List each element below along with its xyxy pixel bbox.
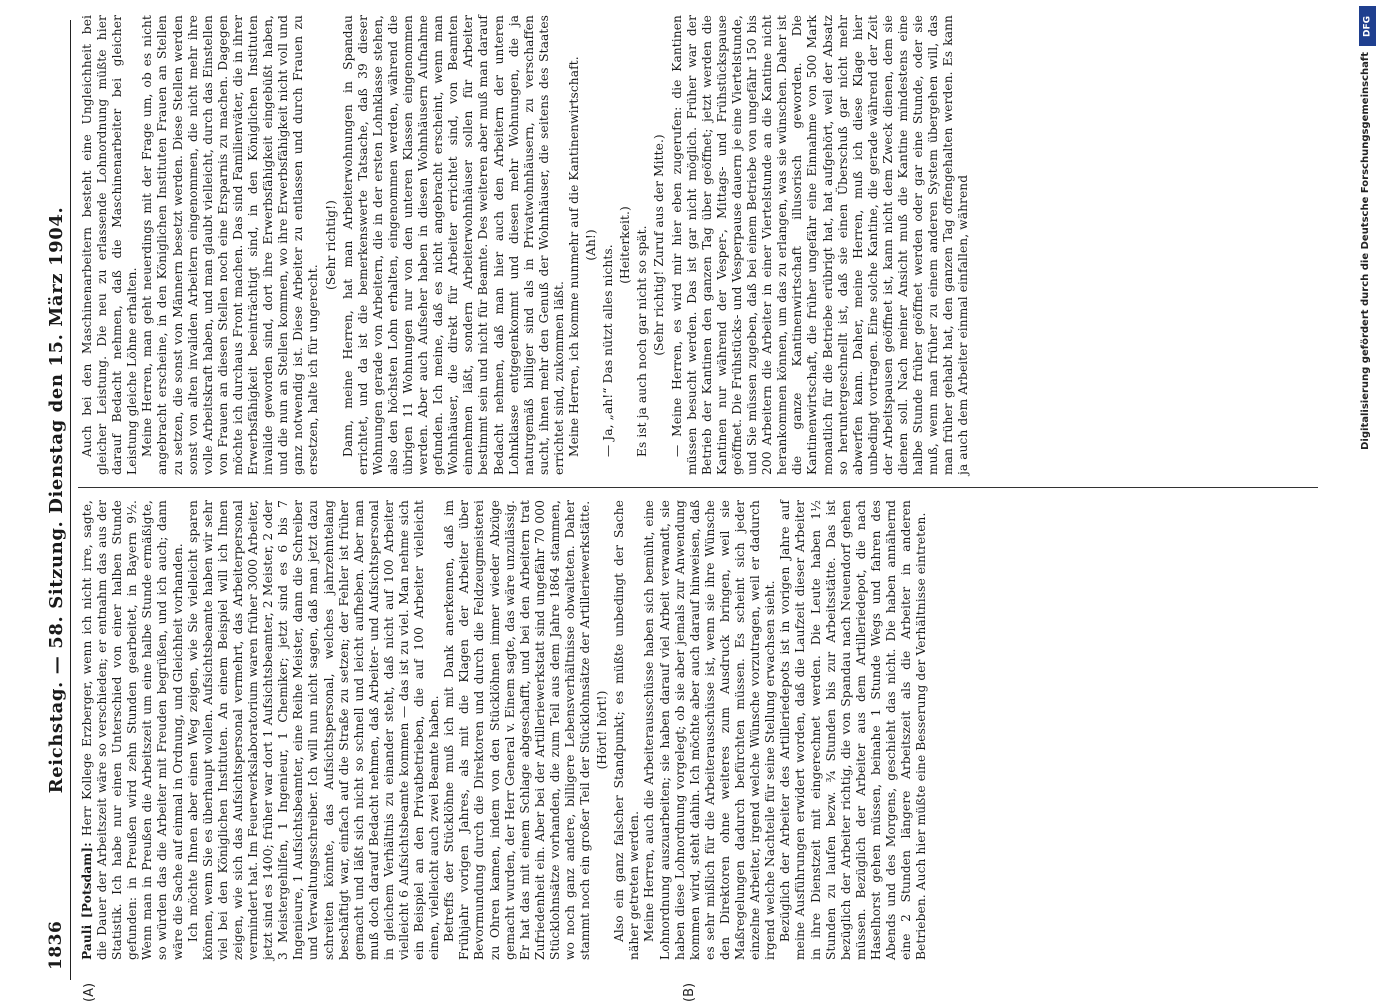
right-paragraph	[567, 15, 582, 475]
paragraph-text: — Meine Herren, es wird mir hier eben zugerufen: die Kantinen müssen besucht werden. Das ist gar nicht möglich. Früher war der Betrieb der Kantinen den ganzen Tag über geöffnet; jetzt werden die Kantinen nur während der Vesper-, Mittags- und Frühstückspause geöffnet. Die Frühstücks- und Vesperpause dauern je eine Viertelstunde, und Sie müssen zugeben, daß bei einem Betriebe von ungefähr 150 bis 200 Arbeitern die Arbeiter in einer Viertelstunde an die Kantine nicht herankommen können, um das zu erlangen, was sie wünschen. Daher ist die ganze Kantinenwirtschaft illusorisch geworden. Die Kantinenwirtschaft, die früher ungefähr eine Einnahme von 500 Mark monatlich für die Betriebe erübrigt hat, hat aufgehört, weil der Absatz so heruntergeschnellt ist, daß sie einen Überschuß gar nicht mehr abwerfen kann. Daher, meine Herren, muß ich diese Klage hier unbedingt vortragen. Eine solche Kantine, die gerade während der Zeit der Arbeitspausen geöffnet ist, kann nicht dem Zweck dienen, dem sie dienen soll. Nach meiner Ansicht muß die Kantine mindestens eine halbe Stunde früher geöffnet werden oder gar eine Stunde, oder sie muß, wenn man früher zu einem anderen System übergehen will, das man früher gehabt hat, den ganzen Tag offengehalten werden. Es kann ja auch dem Arbeiter einmal einfallen, während	[669, 15, 971, 475]
paragraph-text: Es ist ja auch noch gar nicht so spät.	[635, 225, 650, 457]
paragraph-text: Betreffs der Stücklöhne muß ich mit Dank anerkennen, daß im Frühjahr vorigen Jahres, als mit die Klagen der Arbeiter über Bevormundung durch die Direktoren und durch die Feldzeugmeisterei zu Ohren kamen, indem von den Stücklöhnen immer wieder Abzüge gemacht wurden, der Herr General v. Einem sagte, das wäre unzulässig. Er hat das mit einem Schlage abgeschafft, und bei den Arbeitern trat Zufriedenheit ein. Aber bei der Artilleriewerkstatt sind ungefähr 70 000 Stücklohnsätze vorhanden, die zum Teil aus dem Jahre 1864 stammen, wo noch ganz andere, billigere Lebensverhältnisse obwalteten. Daher stammt noch ein großer Teil der Stücklohnsätze der Artilleriewerkstätte.	[442, 500, 593, 960]
left-interjection: (Hört! hört!)	[595, 690, 610, 770]
page-number: 1836	[46, 920, 66, 970]
dfg-note: Digitalisierung gefördert durch die Deutsche Forschungsgemeinschaft	[1360, 52, 1371, 450]
right-interjection: (Sehr richtig! Zuruf aus der Mitte.)	[652, 134, 667, 356]
margin-marker-b: (B)	[682, 982, 697, 1002]
right-interjection: (Heiterkeit.)	[618, 206, 633, 284]
left-paragraph	[80, 500, 186, 960]
dfg-logo: DFG	[1359, 6, 1376, 46]
right-paragraph	[670, 15, 972, 475]
right-column	[80, 15, 971, 475]
left-column	[80, 500, 929, 960]
right-interjection: (Sehr richtig!)	[323, 200, 338, 291]
left-paragraph	[778, 500, 929, 960]
left-paragraph	[442, 500, 593, 960]
right-paragraph	[341, 15, 567, 475]
paragraph-text: Herr Kollege Erzberger, wenn ich nicht irre, sagte, die Dauer der Arbeitszeit wäre so verschieden; er entnahm das aus der Statistik. Ich habe nur einen Unterschied von einer halben Stunde gefunden: in Preußen wird zehn Stunden gearbeitet, in Bayern 9½. Wenn man in Preußen die Arbeitszeit um eine halbe Stunde ermäßigte, so würden das die Arbeiter mit Freuden begrüßen, und ich auch; dann wäre die Sache auf einmal in Ordnung, und Gleichheit vorhanden.	[80, 499, 185, 960]
speaker-name: Pauli [Potsdam]:	[80, 842, 94, 960]
rotated-page	[42, 15, 1332, 1002]
right-interjection: (Ah!)	[584, 229, 599, 261]
paragraph-text: Meine Herren, man geht neuerdings mit der Frage um, ob es nicht angebracht erscheine, in den Königlichen Instituten Frauen an Stellen zu setzen, die sonst von Männern besetzt werden. Diese Stellen werden sonst von alten invaliden Arbeitern eingenommen, die nicht mehr ihre volle Arbeitskraft haben, und man glaubt vielleicht, durch das Einstellen von Frauen an diesen Stellen noch eine Ersparnis zu machen. Dagegen möchte ich durchaus Front machen. Das sind Familienväter, die in ihrer Erwerbsfähigkeit beeinträchtigt sind, in den Königlichen Instituten invalide geworden sind, dort ihre Erwerbsfähigkeit eingebüßt haben, und die nun an Stellen kommen, wo ihre Erwerbsfähigkeit nicht voll und ganz notwendig ist. Diese Arbeiter zu entlassen und durch Frauen zu ersetzen, halte ich für ungerecht.	[140, 15, 321, 475]
right-paragraph	[140, 15, 321, 475]
page-header	[42, 20, 71, 980]
paragraph-text: Meine Herren, ich komme nunmehr auf die Kantinenwirtschaft.	[567, 56, 581, 457]
paragraph-text: Dann, meine Herren, hat man Arbeiterwohnungen in Spandau errichtet, und da ist die bemerkenswerte Tatsache, daß 39 dieser Wohnungen gerade von Arbeitern, die in der ersten Lohnklasse stehen, also den höchsten Lohn erhalten, eingenommen werden, während die übrigen 11 Wohnungen nur von den unteren Klassen eingenommen werden. Aber auch Aufseher haben in diesen Wohnhäusern Aufnahme gefunden. Ich meine, daß es nicht angebracht erscheint, wenn man Wohnhäuser, die direkt für Arbeiter errichtet sind, von Beamten einnehmen läßt, sondern Arbeiterwohnhäuser sollen für Arbeiter bestimmt sein und nicht für Beamte. Des weiteren aber muß man darauf Bedacht nehmen, daß man hier auch den Arbeitern der unteren Lohnklasse entgegenkommt und diesen mehr Wohnungen, die ja naturgemäß billiger sind als in Privatwohnhäusern, zu verschaffen sucht, ihnen mehr den Genuß der Wohnhäuser, die seitens des Staates errichtet sind, zukommen läßt.	[340, 15, 566, 475]
right-paragraph	[635, 15, 650, 475]
paragraph-text: Auch bei den Maschinenarbeitern besteht eine Ungleichheit bei gleicher Leistung. Die neu zu erlassende Lohnordnung müßte hier darauf Bedacht nehmen, daß die Maschinenarbeiter bei gleicher Leistung gleiche Löhne erhalten.	[80, 15, 140, 475]
paragraph-text: — Ja, „ah!“ Das nützt alles nichts.	[601, 244, 616, 457]
paragraph-text: Bezüglich der Arbeiter des Artilleriedepots ist in vorigen Jahre auf meine Ausführungen erwidert worden, daß die Laufzeit dieser Arbeiter in ihre Dienstzeit mit eingerechnet werden. Die Leute haben 1½ Stunden zu laufen bezw. ¾ Stunden bis zur Arbeitsstätte. Das ist bezüglich der Arbeiter richtig, die von Spandau nach Neuendorf gehen müssen. Bezüglich der Arbeiter aus dem Artilleriedepot, die nach Haselhorst gehen müssen, beinahe 1 Stunde Wegs und fahren des Abends und des Morgens, geschieht das nicht. Die haben annähernd eine 2 Stunden längere Arbeitszeit als die Arbeiter in anderen Betrieben. Auch hier müßte eine Besserung der Verhältnisse eintreten.	[778, 500, 929, 960]
paragraph-text: Ich möchte Ihnen aber einen Weg zeigen, wie Sie vielleicht sparen können, wenn Sie es überhaupt wollen. Aufsichtsbeamte haben wir sehr viel bei den Königlichen Instituten. An einem Beispiel will ich Ihnen zeigen, wie sich das Aufsichtspersonal vermehrt, das Arbeiterpersonal vermindert hat. Im Feuerwerkslaboratorium waren früher 3000 Arbeiter, jetzt sind es 1400; früher war dort 1 Aufsichtsbeamter, 2 Meister, 2 oder 3 Meistergehilfen, 1 Ingenieur, 1 Chemiker; jetzt sind es 6 bis 7 Ingenieure, 1 Aufsichtsbeamter, eine Reihe Meister, dann die Schreiber und Verwaltungsschreiber. Ich will nun nicht sagen, daß man jetzt dazu schreiten könnte, das Aufsichtspersonal, welches jahrzehntelang beschäftigt war, einfach auf die Straße zu setzen; der Fehler ist früher gemacht und läßt sich nicht so schnell und leicht aufheben. Aber man muß doch darauf Bedacht nehmen, daß Arbeiter- und Aufsichtspersonal in gleichem Verhältnis zu einander steht, daß nicht auf 100 Arbeiter vielleicht 6 Aufsichtsbeamte kommen — das ist zu viel. Man nehme sich ein Beispiel an den Privatbetrieben, die auf 100 Arbeiter vielleicht einen, vielleicht auch zwei Beamte haben.	[185, 500, 442, 960]
left-paragraph	[612, 500, 642, 960]
page-title: Reichstag. — 58. Sitzung. Dienstag den 15. März 1904.	[46, 206, 67, 794]
paragraph-text: Meine Herren, auch die Arbeiterausschüsse haben sich bemüht, eine Lohnordnung auszuarbeiten; sie haben darauf viel Arbeit verwandt, sie haben diese Lohnordnung vorgelegt; ob sie aber jemals zur Anwendung kommen wird, steht dahin. Ich möchte aber auch darauf hinweisen, daß es sehr mißlich für die Arbeiterausschüsse ist, wenn sie ihre Wünsche den Direktoren ohne weiteres zum Ausdruck bringen, weil sie Maßregelungen dadurch befürchten müssen. Es scheint sich jeder einzelne Arbeiter, irgend welche Wünsche vorzutragen, weil er dadurch irgend welche Nachteile für seine Stellung erwachsen sieht.	[642, 500, 778, 960]
right-paragraph	[80, 15, 140, 475]
dfg-credit-strip	[1357, 6, 1379, 596]
left-paragraph	[186, 500, 443, 960]
column-divider	[78, 487, 1318, 488]
left-paragraph	[642, 500, 778, 960]
right-paragraph	[601, 15, 616, 475]
margin-marker-a: (A)	[82, 982, 97, 1002]
paragraph-text: Also ein ganz falscher Standpunkt; es müßte unbedingt der Sache näher getreten werden.	[612, 500, 642, 960]
